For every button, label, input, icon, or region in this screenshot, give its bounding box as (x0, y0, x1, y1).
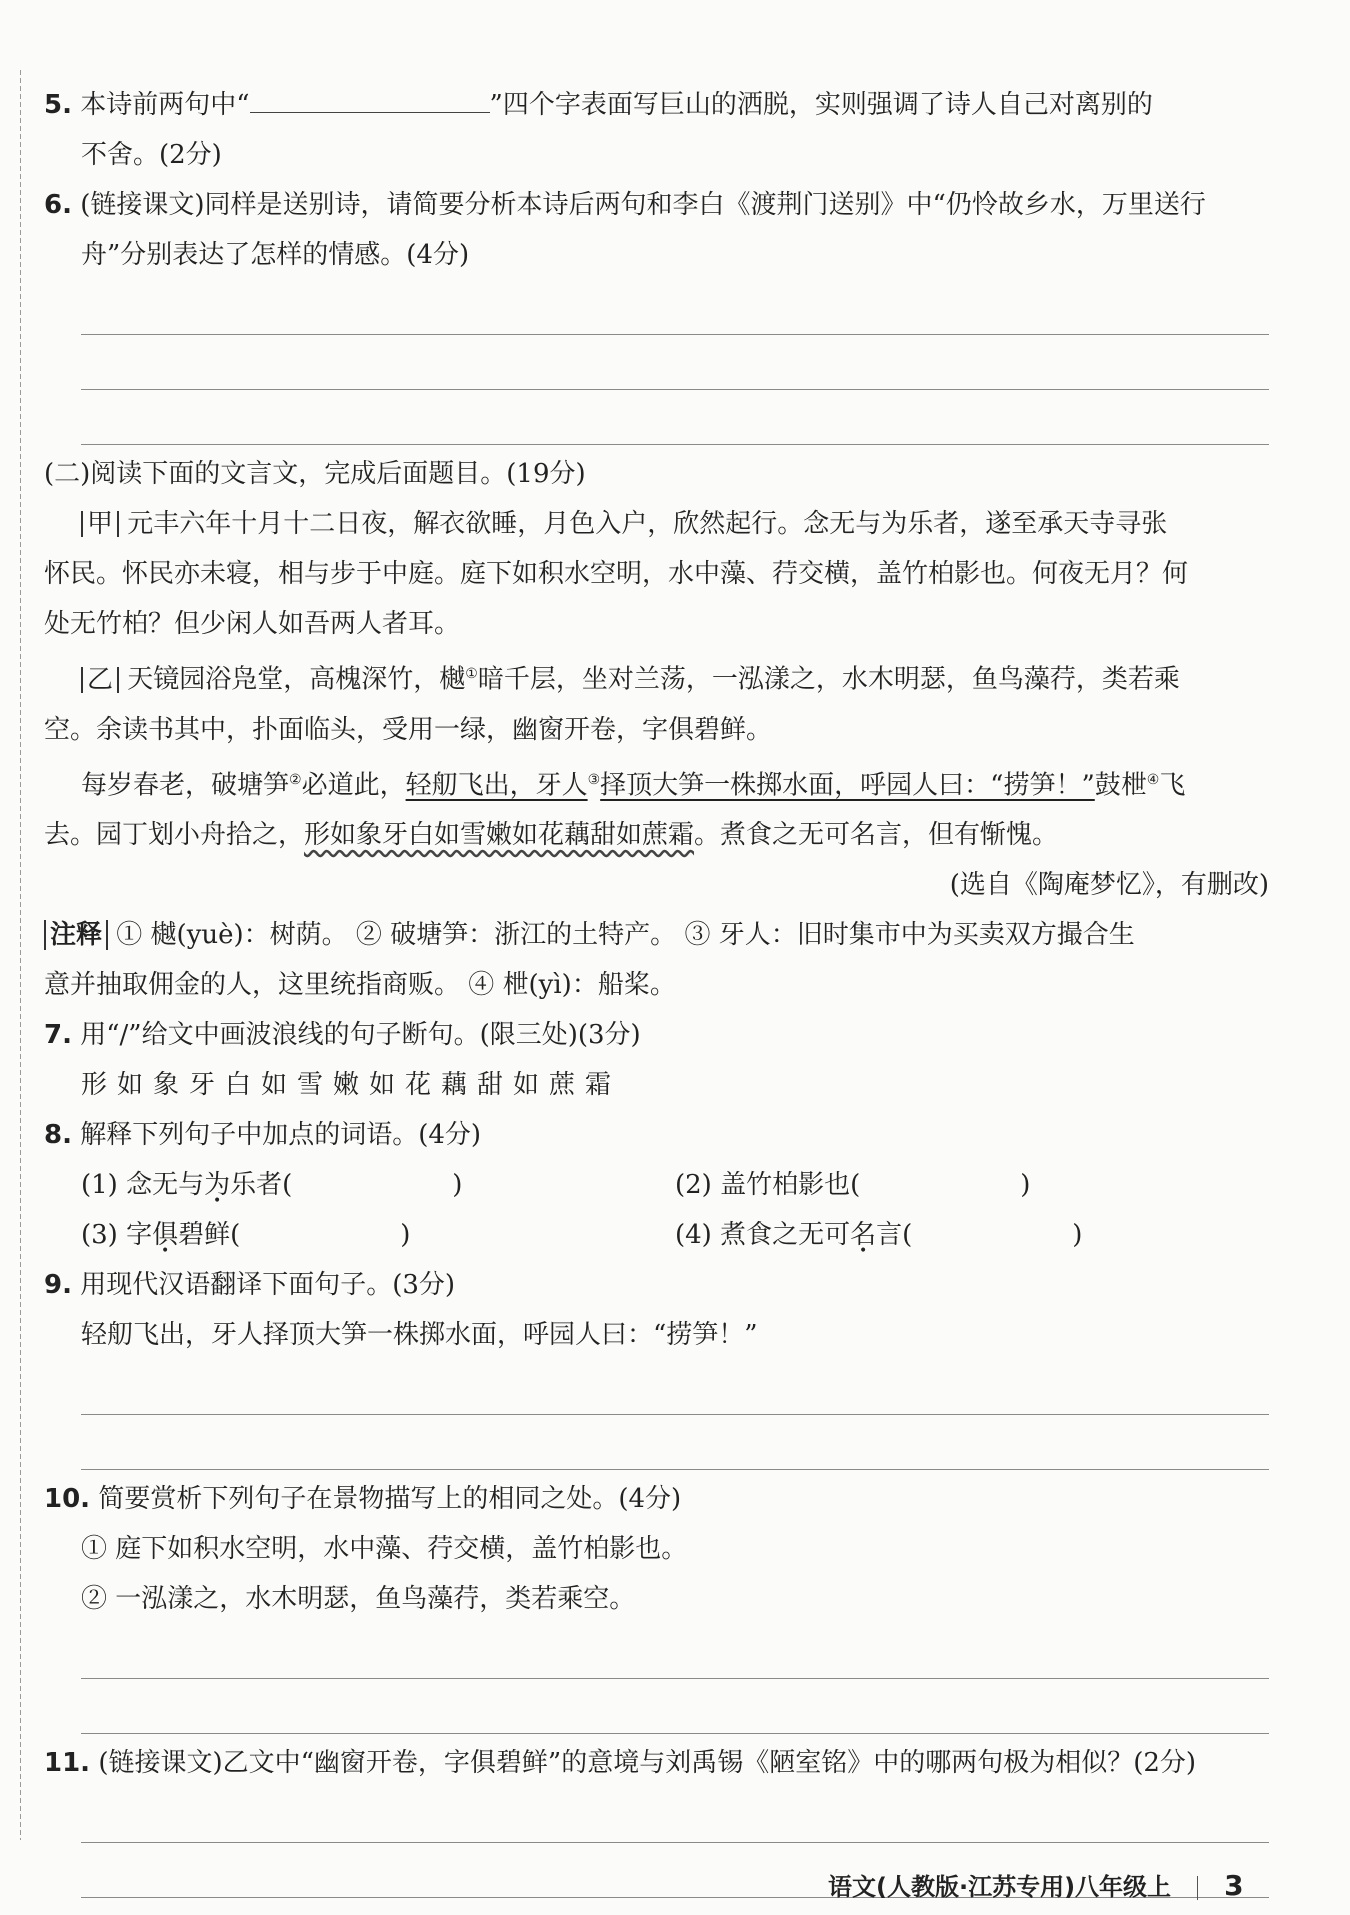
question-text: 用“/”给文中画波浪线的句子断句。(限三处)(3分) (80, 1020, 641, 1051)
paren-close: ) (1020, 1170, 1031, 1201)
underlined-text: 择顶大笋一株掷水面，呼园人曰：“捞笋！” (600, 770, 1095, 801)
notes-text: ① 樾(yuè)：树荫。 ② 破塘笋：浙江的土特产。 ③ 牙人：旧时集市中为买卖双方撮合生 (116, 920, 1135, 951)
dotted-word: 名 (850, 1220, 877, 1251)
question-5-cont: 不舍。(2分) (81, 140, 222, 170)
translation-sentence: 轻舠飞出，牙人择顶大笋一株掷水面，呼园人曰：“捞笋！” (81, 1320, 758, 1351)
answer-line[interactable] (81, 1415, 1269, 1470)
question-text: 用现代汉语翻译下面句子。(3分) (80, 1270, 456, 1301)
question-text: 解释下列句子中加点的词语。(4分) (80, 1120, 482, 1151)
question-8-row (44, 1210, 1269, 1260)
passage-text: 鼓枻 (1094, 770, 1147, 801)
notes-line: 意并抽取佣金的人，这里统指商贩。 ④ 枻(yì)：船桨。 (44, 970, 676, 1001)
question-8-row (44, 1160, 1269, 1210)
passage-text: 必道此， (301, 770, 406, 801)
dotted-word: 为 (204, 1170, 231, 1201)
question-11 (44, 1738, 1269, 1788)
question-number: 11. (44, 1748, 91, 1779)
sub-item-text: (3) 字 (81, 1220, 153, 1251)
wavy-underlined-text: 形如象牙白如雪嫩如花藕甜如蔗霜 (304, 820, 695, 851)
page-footer (828, 1867, 1244, 1902)
footnote-marker: ③ (587, 771, 601, 788)
sub-item-text: (1) 念无与 (81, 1170, 205, 1201)
sub-item-text: 言( (876, 1220, 913, 1251)
question-number: 6. (44, 190, 72, 220)
question-6-cont: 舟”分别表达了怎样的情感。(4分) (81, 240, 470, 270)
passage-yi-line (44, 755, 1269, 811)
question-text: 简要赏析下列句子在景物描写上的相同之处。(4分) (98, 1484, 682, 1515)
section-heading: (二)阅读下面的文言文，完成后面题目。(19分) (44, 459, 586, 489)
passage-text: 天镜园浴凫堂，高槐深竹，樾 (127, 664, 466, 695)
question-6 (44, 180, 1269, 230)
worksheet-page (44, 80, 1269, 1898)
question-10 (44, 1474, 1269, 1524)
passage-text: 每岁春老，破塘笋 (81, 770, 290, 801)
footnote-marker: ④ (1146, 771, 1160, 788)
answer-line[interactable] (81, 1624, 1269, 1679)
quoted-sentence: ① 庭下如积水空明，水中藻、荇交横，盖竹柏影也。 (81, 1534, 688, 1565)
question-text: (链接课文)乙文中“幽窗开卷，字俱碧鲜”的意境与刘禹锡《陋室铭》中的哪两句极为相似？(2分) (98, 1748, 1197, 1779)
passage-jia-line (44, 499, 1269, 549)
sub-item-text: 碧鲜( (178, 1220, 241, 1251)
question-5 (44, 80, 1269, 130)
passage-text: 去。园丁划小舟拾之， (44, 820, 305, 851)
passage-yi-line (44, 810, 1269, 860)
answer-line[interactable] (81, 1788, 1269, 1843)
passage-text: 元丰六年十月十二日夜，解衣欲睡，月色入户，欣然起行。念无与为乐者，遂至承天寺寻张 (127, 509, 1168, 539)
question-8 (44, 1110, 1269, 1160)
question-number: 7. (44, 1020, 72, 1051)
sub-item (81, 1210, 675, 1260)
sub-item-text: (2) 盖竹柏影也( (675, 1170, 861, 1201)
passage-jia-line: 处无竹柏？但少闲人如吾两人者耳。 (44, 609, 461, 639)
notes-line (44, 910, 1269, 960)
passage-tag: 甲 (81, 511, 119, 537)
paren-close: ) (452, 1170, 463, 1201)
passage-text: 暗千层，坐对兰荡，一泓漾之，水木明瑟，鱼鸟藻荇，类若乘 (477, 664, 1180, 695)
passage-yi-line: 空。余读书其中，扑面临头，受用一绿，幽窗开卷，字俱碧鲜。 (44, 714, 773, 745)
paren-close: ) (1072, 1220, 1083, 1251)
question-number: 5. (44, 90, 72, 120)
fill-blank[interactable] (250, 90, 490, 113)
passage-yi-line (44, 649, 1269, 705)
question-number: 9. (44, 1270, 72, 1301)
footer-subject: 语文(人教版·江苏专用)八年级上 (828, 1873, 1172, 1901)
question-text: ”四个字表面写巨山的洒脱，实则强调了诗人自己对离别的 (489, 90, 1153, 120)
sub-item (675, 1160, 1269, 1210)
sub-item-text: 乐者( (230, 1170, 293, 1201)
answer-line[interactable] (81, 280, 1269, 335)
question-7 (44, 1010, 1269, 1060)
underlined-text: 轻舠飞出，牙人 (405, 770, 588, 801)
question-number: 8. (44, 1120, 72, 1151)
segmentation-sentence[interactable]: 形如象牙白如雪嫩如花藕甜如蔗霜 (81, 1070, 622, 1101)
sub-item (675, 1210, 1269, 1260)
dotted-word: 俱 (152, 1220, 179, 1251)
page-number: 3 (1224, 1869, 1244, 1902)
answer-line[interactable] (81, 1679, 1269, 1734)
question-text: (链接课文)同样是送别诗，请简要分析本诗后两句和李白《渡荆门送别》中“仍怜故乡水，万里送行 (80, 190, 1206, 220)
question-number: 10. (44, 1484, 91, 1515)
sub-item-text: (4) 煮食之无可 (675, 1220, 851, 1251)
passage-text: 。煮食之无可名言，但有惭愧。 (694, 820, 1059, 851)
passage-source: (选自《陶庵梦忆》，有删改) (949, 870, 1269, 901)
answer-line[interactable] (81, 335, 1269, 390)
notes-tag: 注释 (44, 920, 108, 950)
passage-tag: 乙 (81, 667, 119, 693)
footer-divider (1197, 1876, 1198, 1900)
passage-jia-line: 怀民。怀民亦未寝，相与步于中庭。庭下如积水空明，水中藻、荇交横，盖竹柏影也。何夜无月？何 (44, 559, 1189, 589)
sub-item (81, 1160, 675, 1210)
question-text: 本诗前两句中“ (80, 90, 250, 120)
answer-line[interactable] (81, 390, 1269, 445)
quoted-sentence: ② 一泓漾之，水木明瑟，鱼鸟藻荇，类若乘空。 (81, 1584, 636, 1615)
passage-text: 飞 (1159, 770, 1186, 801)
question-9 (44, 1260, 1269, 1310)
binding-margin-line (20, 70, 21, 1840)
footnote-marker: ② (289, 771, 302, 788)
paren-close: ) (400, 1220, 411, 1251)
answer-line[interactable] (81, 1360, 1269, 1415)
footnote-marker: ① (465, 666, 478, 682)
